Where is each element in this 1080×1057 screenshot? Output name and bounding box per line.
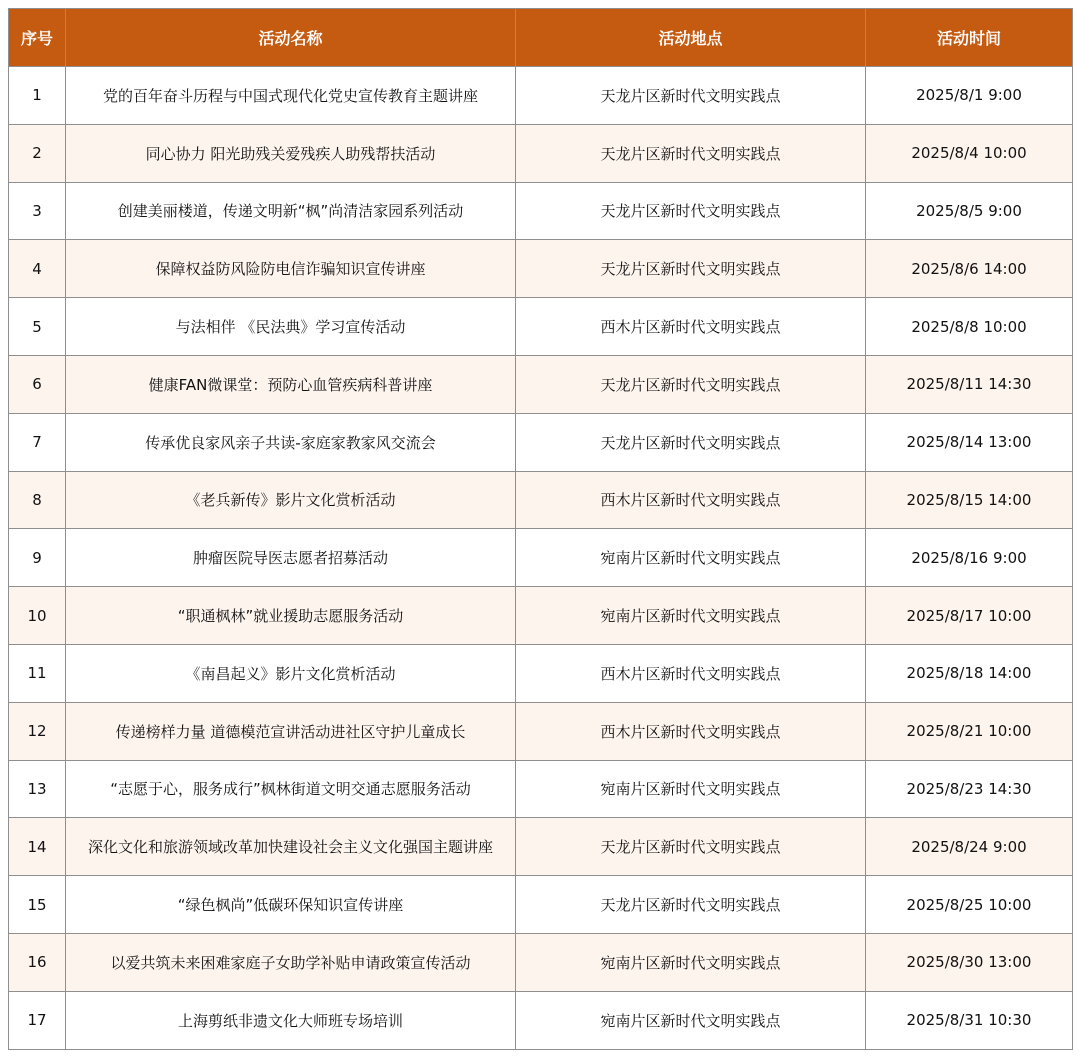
cell-place: 天龙片区新时代文明实践点 (516, 124, 866, 182)
cell-time: 2025/8/6 14:00 (866, 240, 1073, 298)
cell-time: 2025/8/23 14:30 (866, 760, 1073, 818)
cell-name: 《南昌起义》影片文化赏析活动 (66, 644, 516, 702)
table-row (9, 587, 1073, 645)
table-row (9, 644, 1073, 702)
cell-name: 同心协力 阳光助残关爱残疾人助残帮扶活动 (66, 124, 516, 182)
cell-name: 上海剪纸非遗文化大师班专场培训 (66, 991, 516, 1049)
table-row (9, 67, 1073, 125)
cell-place: 天龙片区新时代文明实践点 (516, 240, 866, 298)
table-row (9, 991, 1073, 1049)
cell-place: 西木片区新时代文明实践点 (516, 702, 866, 760)
cell-time: 2025/8/15 14:00 (866, 471, 1073, 529)
table-row (9, 124, 1073, 182)
cell-time: 2025/8/1 9:00 (866, 67, 1073, 125)
cell-no: 5 (9, 298, 66, 356)
table-header (9, 9, 1073, 67)
cell-name: 以爱共筑未来困难家庭子女助学补贴申请政策宣传活动 (66, 933, 516, 991)
table-row (9, 355, 1073, 413)
header-no: 序号 (9, 9, 66, 67)
cell-name: 党的百年奋斗历程与中国式现代化党史宣传教育主题讲座 (66, 67, 516, 125)
cell-place: 天龙片区新时代文明实践点 (516, 67, 866, 125)
cell-time: 2025/8/4 10:00 (866, 124, 1073, 182)
cell-place: 宛南片区新时代文明实践点 (516, 760, 866, 818)
cell-place: 天龙片区新时代文明实践点 (516, 413, 866, 471)
cell-name: 保障权益防风险防电信诈骗知识宣传讲座 (66, 240, 516, 298)
cell-place: 天龙片区新时代文明实践点 (516, 876, 866, 934)
cell-time: 2025/8/31 10:30 (866, 991, 1073, 1049)
cell-no: 16 (9, 933, 66, 991)
cell-time: 2025/8/8 10:00 (866, 298, 1073, 356)
header-row (9, 9, 1073, 67)
cell-time: 2025/8/24 9:00 (866, 818, 1073, 876)
cell-name: 健康FAN微课堂：预防心血管疾病科普讲座 (66, 355, 516, 413)
cell-no: 14 (9, 818, 66, 876)
table-row (9, 298, 1073, 356)
cell-time: 2025/8/14 13:00 (866, 413, 1073, 471)
cell-time: 2025/8/11 14:30 (866, 355, 1073, 413)
cell-place: 天龙片区新时代文明实践点 (516, 818, 866, 876)
cell-name: 与法相伴 《民法典》学习宣传活动 (66, 298, 516, 356)
cell-time: 2025/8/17 10:00 (866, 587, 1073, 645)
cell-time: 2025/8/25 10:00 (866, 876, 1073, 934)
cell-name: 肿瘤医院导医志愿者招募活动 (66, 529, 516, 587)
cell-no: 9 (9, 529, 66, 587)
cell-place: 西木片区新时代文明实践点 (516, 644, 866, 702)
cell-time: 2025/8/18 14:00 (866, 644, 1073, 702)
header-time: 活动时间 (866, 9, 1073, 67)
cell-no: 10 (9, 587, 66, 645)
cell-no: 15 (9, 876, 66, 934)
cell-name: 深化文化和旅游领域改革加快建设社会主义文化强国主题讲座 (66, 818, 516, 876)
cell-place: 宛南片区新时代文明实践点 (516, 587, 866, 645)
table-row (9, 471, 1073, 529)
cell-time: 2025/8/16 9:00 (866, 529, 1073, 587)
table-row (9, 933, 1073, 991)
cell-time: 2025/8/5 9:00 (866, 182, 1073, 240)
cell-place: 天龙片区新时代文明实践点 (516, 182, 866, 240)
table-row (9, 413, 1073, 471)
cell-no: 13 (9, 760, 66, 818)
cell-time: 2025/8/30 13:00 (866, 933, 1073, 991)
table-row (9, 818, 1073, 876)
cell-place: 宛南片区新时代文明实践点 (516, 529, 866, 587)
cell-no: 6 (9, 355, 66, 413)
table-row (9, 182, 1073, 240)
table-row (9, 702, 1073, 760)
cell-name: 传承优良家风亲子共读-家庭家教家风交流会 (66, 413, 516, 471)
table-row (9, 760, 1073, 818)
cell-no: 1 (9, 67, 66, 125)
table-row (9, 240, 1073, 298)
table-row (9, 529, 1073, 587)
cell-no: 8 (9, 471, 66, 529)
activity-schedule-table (8, 8, 1073, 1050)
cell-name: 传递榜样力量 道德模范宣讲活动进社区守护儿童成长 (66, 702, 516, 760)
cell-place: 宛南片区新时代文明实践点 (516, 991, 866, 1049)
cell-name: 《老兵新传》影片文化赏析活动 (66, 471, 516, 529)
cell-name: “志愿于心，服务成行”枫林街道文明交通志愿服务活动 (66, 760, 516, 818)
header-name: 活动名称 (66, 9, 516, 67)
cell-no: 17 (9, 991, 66, 1049)
cell-time: 2025/8/21 10:00 (866, 702, 1073, 760)
cell-no: 12 (9, 702, 66, 760)
table-body (9, 67, 1073, 1050)
cell-name: “绿色枫尚”低碳环保知识宣传讲座 (66, 876, 516, 934)
cell-place: 天龙片区新时代文明实践点 (516, 355, 866, 413)
cell-no: 3 (9, 182, 66, 240)
cell-no: 11 (9, 644, 66, 702)
cell-no: 7 (9, 413, 66, 471)
cell-no: 2 (9, 124, 66, 182)
cell-no: 4 (9, 240, 66, 298)
cell-name: “职通枫林”就业援助志愿服务活动 (66, 587, 516, 645)
cell-place: 西木片区新时代文明实践点 (516, 298, 866, 356)
header-place: 活动地点 (516, 9, 866, 67)
cell-name: 创建美丽楼道，传递文明新“枫”尚清洁家园系列活动 (66, 182, 516, 240)
cell-place: 西木片区新时代文明实践点 (516, 471, 866, 529)
cell-place: 宛南片区新时代文明实践点 (516, 933, 866, 991)
table-row (9, 876, 1073, 934)
